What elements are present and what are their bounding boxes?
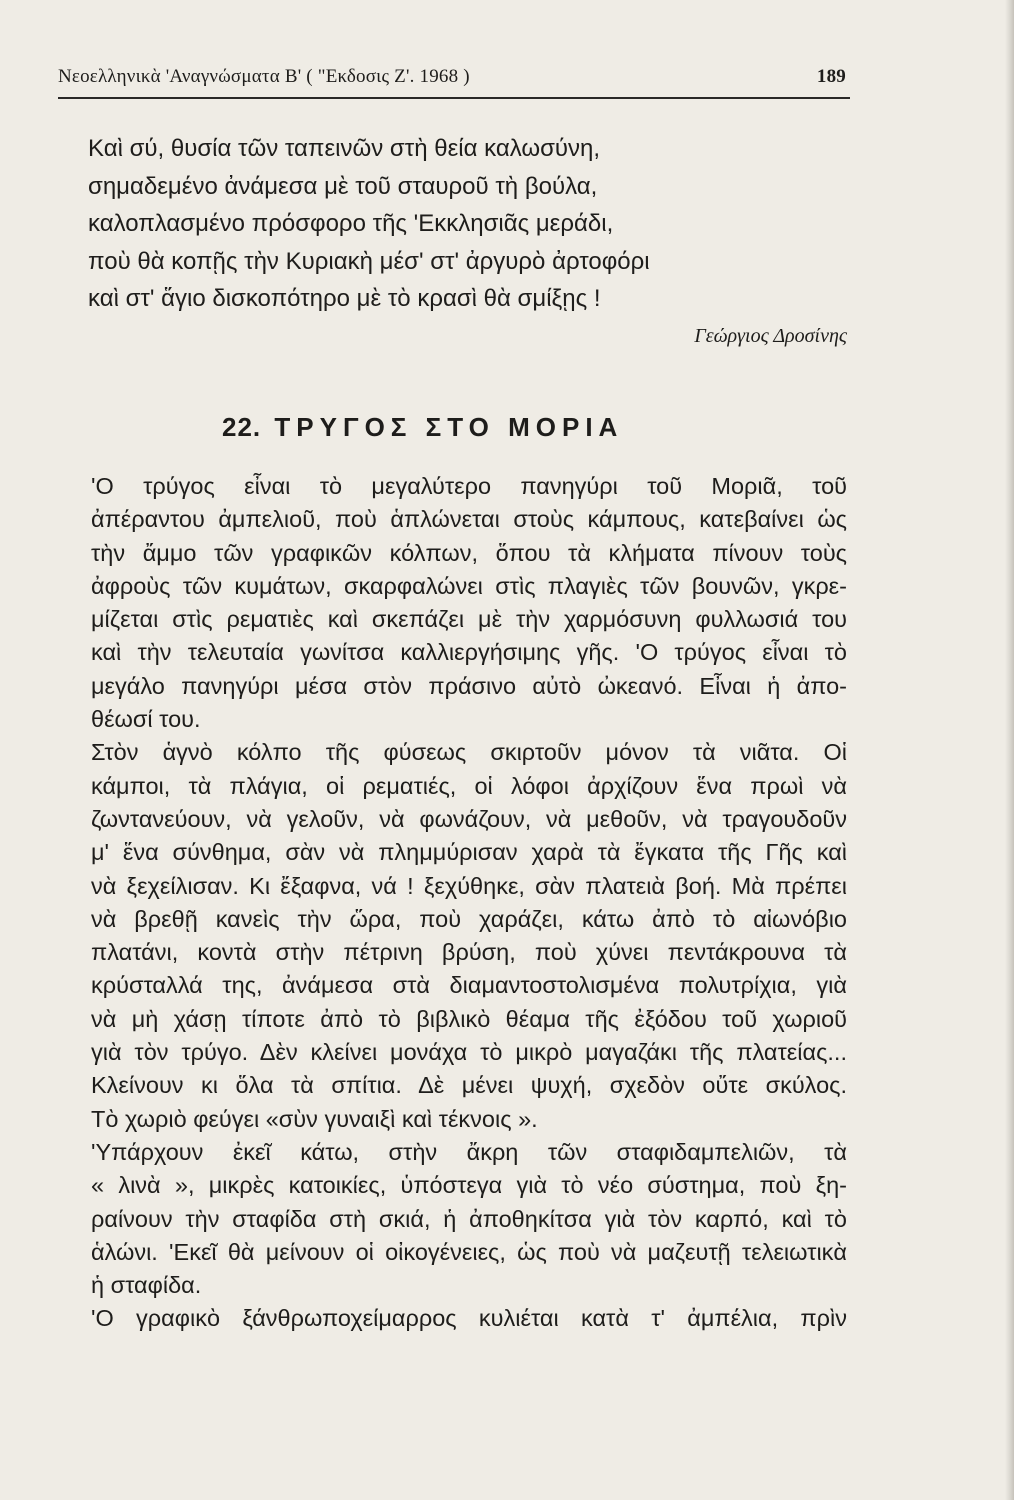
poem-author: Γεώργιος Δροσίνης	[694, 325, 847, 347]
text-line: τὴν ἄμμο τῶν γραφικῶν κόλπων, ὅπου τὰ κλήματα πίνουν τοὺς	[91, 539, 847, 566]
chapter-title-text: ΤΡΥΓΟΣ ΣΤΟ ΜΟΡΙΑ	[274, 412, 624, 442]
text-line: « λινὰ », μικρὲς κατοικίες, ὑπόστεγα γιὰ τὸ νέο σύστημα, ποὺ ξη-	[91, 1172, 847, 1199]
text-line: 'Ο τρύγος εἶναι τὸ μεγαλύτερο πανηγύρι τοῦ Μοριᾶ, τοῦ	[91, 473, 847, 499]
paragraph	[91, 1302, 847, 1335]
text-line: Στὸν ἁγνὸ κόλπο τῆς φύσεως σκιρτοῦν μόνον τὰ νιᾶτα. Οἱ	[91, 739, 847, 766]
text-line: 'Ο γραφικὸ ξάνθρωποχείμαρρος κυλιέται κατὰ τ' ἀμπέλια, πρὶν	[91, 1305, 847, 1332]
text-line: μίζεται στὶς ρεματιὲς καὶ σκεπάζει μὲ τὴν χαρμόσυνη φυλλωσιά του	[91, 606, 847, 633]
text-line: ἀπέραντου ἀμπελιοῦ, ποὺ ἁπλώνεται στοὺς κάμπους, κατεβαίνει ὡς	[91, 506, 847, 533]
text-line: θέωσί του.	[91, 706, 201, 733]
poem-line: σημαδεμένο ἀνάμεσα μὲ τοῦ σταυροῦ τὴ βούλα,	[88, 172, 598, 200]
text-line: ζωντανεύουν, νὰ γελοῦν, νὰ φωνάζουν, νὰ μεθοῦν, νὰ τραγουδοῦν	[91, 805, 847, 832]
text-line: μ' ἕνα σύνθημα, σὰν νὰ πλημμύρισαν χαρὰ τὰ ἔγκατα τῆς Γῆς καὶ	[91, 839, 847, 866]
text-line: καὶ τὴν τελευταία γωνίτσα καλλιεργήσιμης γῆς. 'Ο τρύγος εἶναι τὸ	[91, 639, 847, 666]
running-head: Νεοελληνικὰ 'Αναγνώσματα Β' ( "Εκδοσις Ζ'. 1968 )	[58, 66, 470, 87]
chapter-title	[222, 412, 623, 443]
text-line: Τὸ χωριὸ φεύγει «σὺν γυναιξὶ καὶ τέκνοις ».	[91, 1105, 538, 1132]
text-line: γιὰ τὸν τρύγο. Δὲν κλείνει μονάχα τὸ μικρὸ μαγαζάκι τῆς πλατείας...	[91, 1039, 847, 1066]
paragraph	[91, 736, 847, 1136]
text-line: ραίνουν τὴν σταφίδα στὴ σκιά, ἡ ἀποθηκίτσα γιὰ τὸν καρπό, καὶ τὸ	[91, 1205, 847, 1232]
chapter-number: 22.	[222, 412, 262, 442]
text-line: 'Υπάρχουν ἐκεῖ κάτω, στὴν ἄκρη τῶν σταφιδαμπελιῶν, τὰ	[91, 1138, 847, 1165]
text-line: Κλείνουν κι ὅλα τὰ σπίτια. Δὲ μένει ψυχή, σχεδὸν οὔτε σκύλος.	[91, 1072, 847, 1099]
text-line: κρύσταλλά της, ἀνάμεσα στὰ διαμαντοστολισμένα πολυτρίχια, γιὰ	[91, 972, 847, 999]
page-edge-shadow	[1005, 0, 1014, 1500]
text-line: ἁλώνι. 'Εκεῖ θὰ μείνουν οἱ οἰκογένειες, ὡς ποὺ νὰ μαζευτῇ τελειωτικὰ	[91, 1238, 847, 1265]
poem-line: Καὶ σύ, θυσία τῶν ταπεινῶν στὴ θεία καλωσύνη,	[88, 135, 601, 162]
poem-line: ποὺ θὰ κοπῇς τὴν Κυριακὴ μέσ' στ' ἀργυρὸ ἀρτοφόρι	[88, 247, 650, 275]
paragraph	[91, 1136, 847, 1302]
poem-ending	[88, 130, 868, 318]
poem-line: καλοπλασμένο πρόσφορο τῆς 'Εκκλησιᾶς μεράδι,	[88, 210, 614, 237]
text-line: ἀφροὺς τῶν κυμάτων, σκαρφαλώνει στὶς πλαγιὲς τῶν βουνῶν, γκρε-	[91, 572, 847, 599]
page-number: 189	[816, 66, 846, 87]
chapter-body	[91, 470, 847, 1336]
page-header	[58, 66, 848, 96]
text-line: πλατάνι, κοντὰ στὴν πέτρινη βρύση, ποὺ χύνει πεντάκρουνα τὰ	[91, 939, 847, 966]
header-rule	[58, 97, 850, 99]
text-line: ἡ σταφίδα.	[91, 1272, 202, 1299]
text-line: νὰ βρεθῇ κανεὶς τὴν ὥρα, ποὺ χαράζει, κάτω ἀπὸ τὸ αἰωνόβιο	[91, 905, 847, 932]
text-line: νὰ μὴ χάσῃ τίποτε ἀπὸ τὸ βιβλικὸ θέαμα τῆς ἐξόδου τοῦ χωριοῦ	[91, 1005, 847, 1032]
paragraph	[91, 470, 847, 736]
text-line: κάμποι, τὰ πλάγια, οἱ ρεματιές, οἱ λόφοι ἀρχίζουν ἕνα πρωὶ νὰ	[91, 772, 847, 799]
text-line: νὰ ξεχείλισαν. Κι ἔξαφνα, νά ! ξεχύθηκε, σὰν πλατειὰ βοή. Μὰ πρέπει	[91, 872, 847, 899]
text-line: μεγάλο πανηγύρι μέσα στὸν πράσινο αὐτὸ ὠκεανό. Εἶναι ἡ ἀπο-	[91, 672, 847, 699]
poem-line: καὶ στ' ἅγιο δισκοπότηρο μὲ τὸ κρασὶ θὰ σμίξῃς !	[88, 285, 601, 312]
